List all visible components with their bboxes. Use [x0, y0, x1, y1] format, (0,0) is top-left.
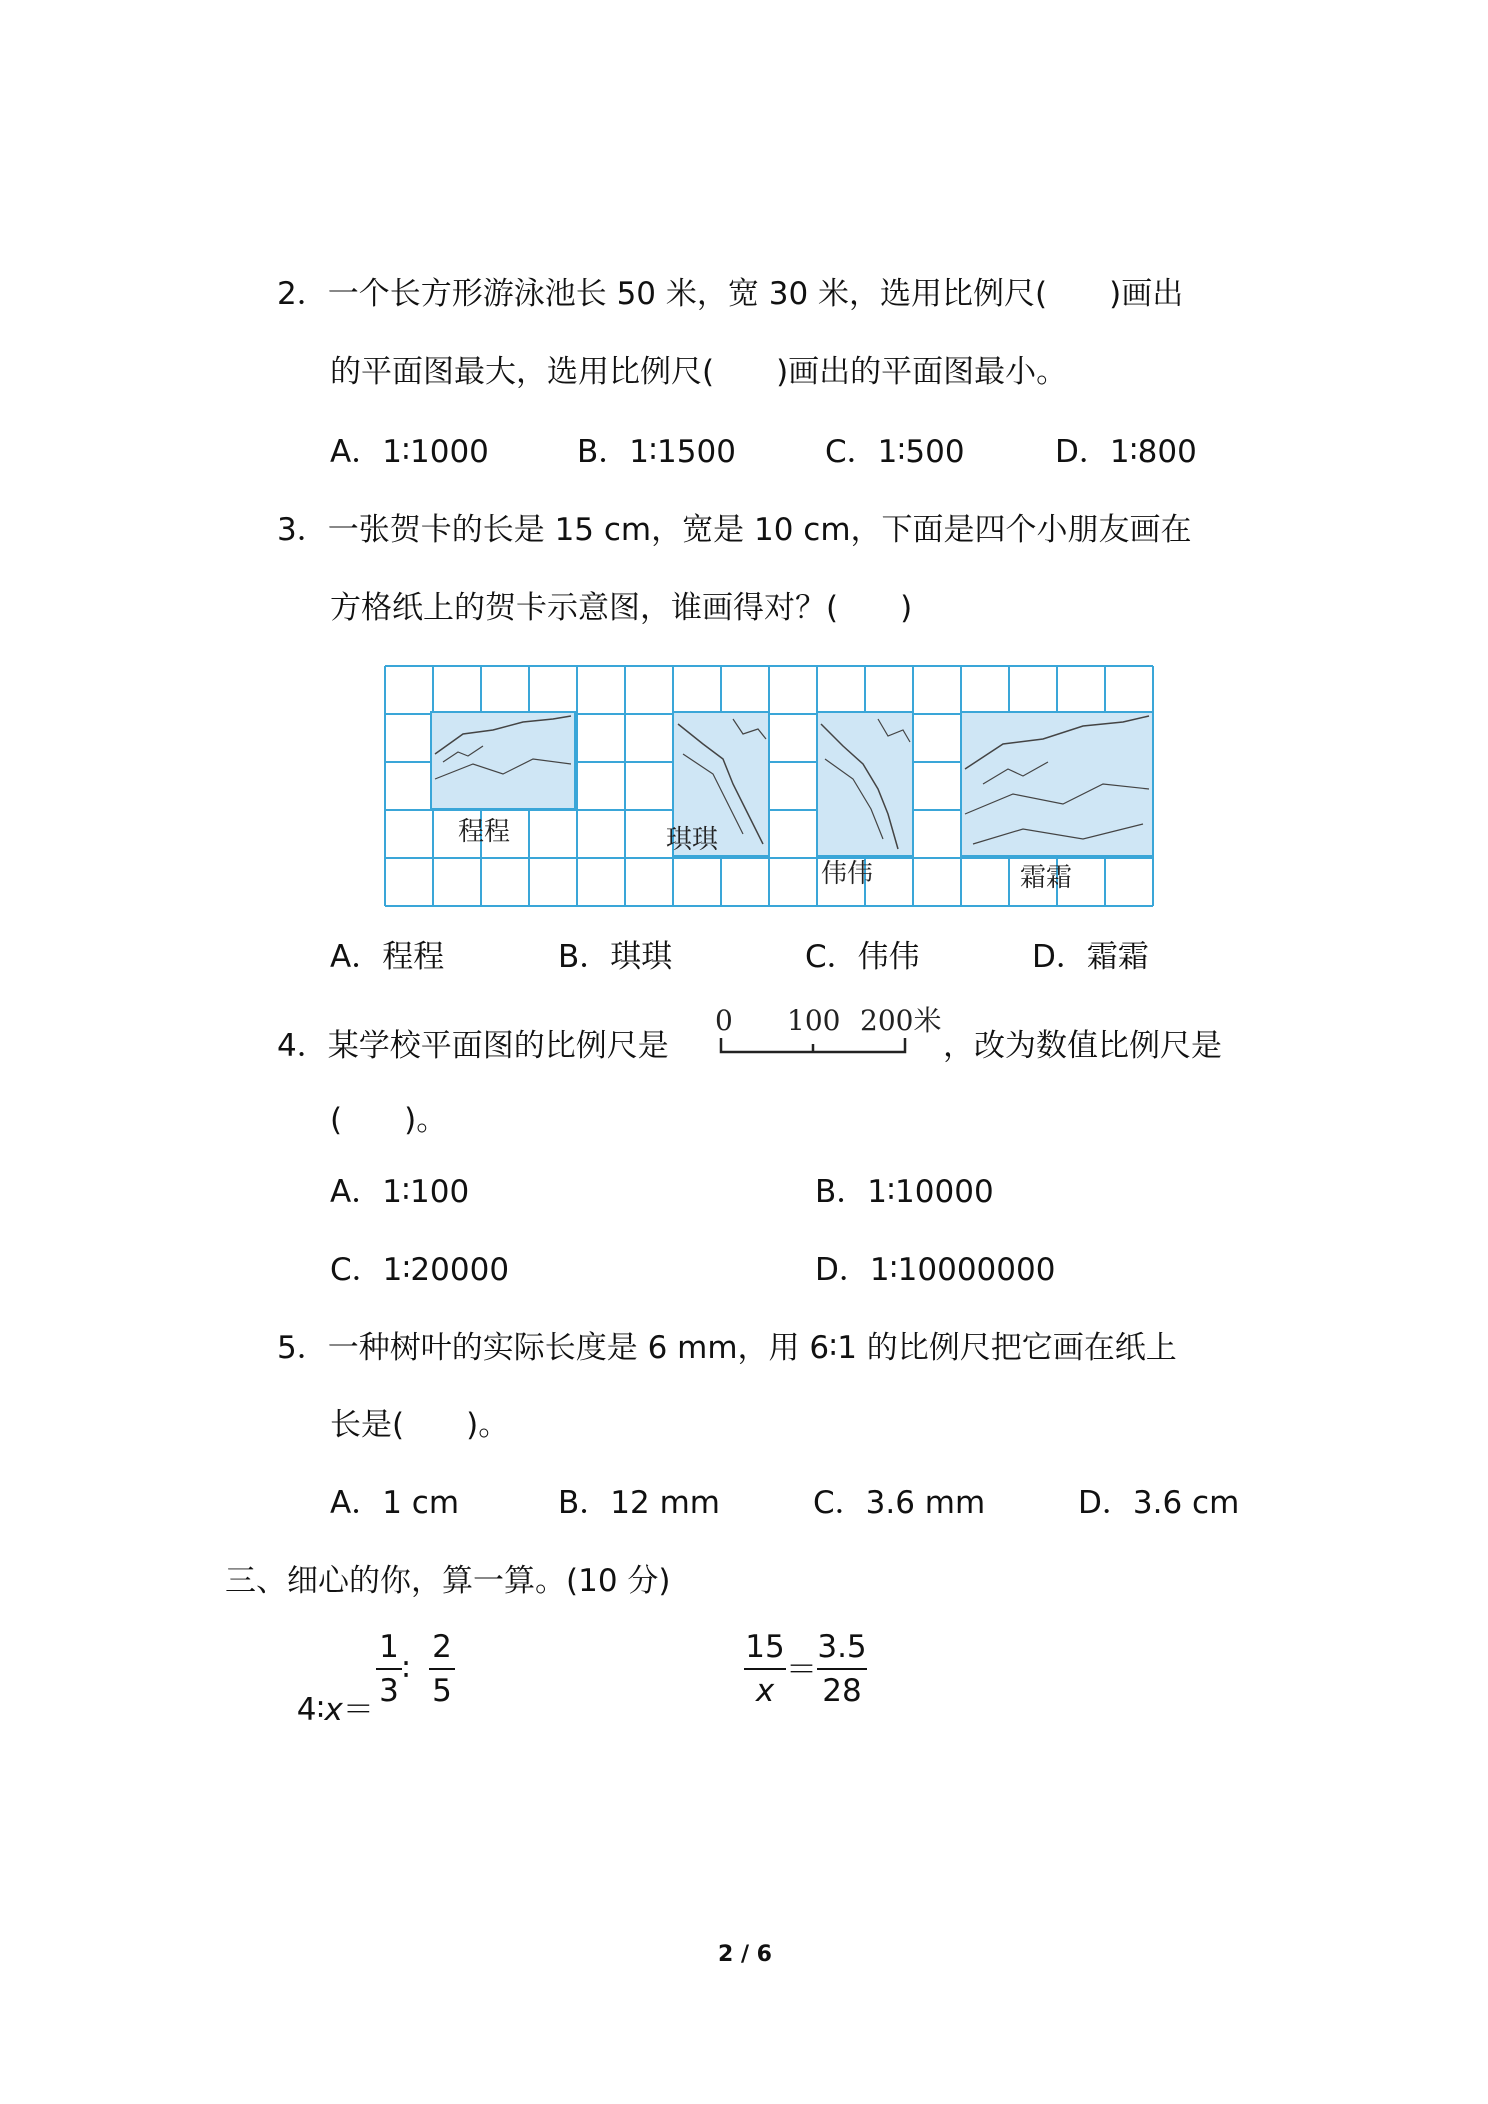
eq1-f2-denominator: 5 — [432, 1673, 452, 1709]
fraction-bar — [744, 1668, 786, 1670]
eq2-f2-denominator: 28 — [822, 1673, 862, 1709]
eq1-fraction-2 — [429, 1628, 455, 1710]
eq1-lhs — [277, 1650, 374, 1730]
card-chengcheng — [431, 712, 575, 809]
eq2-fraction-1 — [744, 1628, 786, 1710]
q4-line2: ( )。 — [330, 1102, 448, 1138]
q4-option-a: A．1∶100 — [330, 1174, 470, 1210]
eq2-f2-numerator: 3.5 — [817, 1629, 867, 1665]
q4-option-c: C．1∶20000 — [330, 1252, 510, 1288]
q2-option-d: D．1∶800 — [1055, 434, 1197, 470]
label-shuangshuang: 霜霜 — [1020, 863, 1073, 893]
q3-option-b: B．琪琪 — [558, 939, 673, 975]
fraction-bar — [817, 1668, 867, 1670]
q5-line1: 5．一种树叶的实际长度是 6 mm，用 6∶1 的比例尺把它画在纸上 — [277, 1330, 1177, 1366]
q2-option-b: B．1∶1500 — [577, 434, 736, 470]
q4-prefix: 4．某学校平面图的比例尺是 — [277, 1028, 669, 1064]
section3-title: 三、细心的你，算一算。(10 分) — [225, 1563, 671, 1599]
eq1-equals: ＝ — [342, 1692, 374, 1728]
q3-line1: 3．一张贺卡的长是 15 cm，宽是 10 cm，下面是四个小朋友画在 — [277, 512, 1192, 548]
fraction-bar — [429, 1668, 455, 1670]
label-qiqi: 琪琪 — [666, 825, 719, 855]
q5-option-a: A．1 cm — [330, 1485, 460, 1521]
eq2-fraction-2 — [817, 1628, 867, 1710]
q4-option-b: B．1∶10000 — [815, 1174, 994, 1210]
fraction-bar — [376, 1668, 402, 1670]
eq1-variable: x — [324, 1692, 343, 1728]
label-chengcheng: 程程 — [458, 817, 511, 847]
eq2-f1-numerator: 15 — [745, 1629, 785, 1665]
card-shuangshuang — [961, 712, 1153, 856]
q5-option-d: D．3.6 cm — [1078, 1485, 1240, 1521]
q2-line1: 2．一个长方形游泳池长 50 米，宽 30 米，选用比例尺( )画出 — [277, 276, 1184, 312]
q5-option-b: B．12 mm — [558, 1485, 720, 1521]
q5-line2: 长是( )。 — [330, 1407, 510, 1443]
eq1-f1-numerator: 1 — [379, 1629, 399, 1665]
line-scale-bar — [715, 1000, 955, 1060]
greeting-card-grid-figure — [383, 664, 1155, 908]
eq2-equals: ＝ — [786, 1652, 817, 1688]
scale-tick-200: 200米 — [860, 1004, 942, 1037]
q3-option-a: A．程程 — [330, 939, 445, 975]
eq2-f1-denominator: x — [755, 1673, 775, 1709]
q4-suffix: ，改为数值比例尺是 — [943, 1028, 1222, 1064]
q3-line2: 方格纸上的贺卡示意图，谁画得对？( ) — [330, 590, 913, 626]
q2-line2: 的平面图最大，选用比例尺( )画出的平面图最小。 — [330, 354, 1068, 390]
card-weiwei — [817, 712, 913, 856]
eq1-fraction-1 — [376, 1628, 402, 1710]
q2-option-c: C．1∶500 — [825, 434, 965, 470]
q4-option-d: D．1∶10000000 — [815, 1252, 1056, 1288]
eq1-ratio-prefix: 4∶ — [296, 1692, 325, 1728]
q5-option-c: C．3.6 mm — [813, 1485, 986, 1521]
label-weiwei: 伟伟 — [821, 859, 874, 889]
scale-tick-0: 0 — [715, 1004, 733, 1037]
scale-tick-100: 100 — [787, 1004, 841, 1037]
eq1-f1-denominator: 3 — [379, 1673, 399, 1709]
q3-option-d: D．霜霜 — [1032, 939, 1149, 975]
q2-option-a: A．1∶1000 — [330, 434, 489, 470]
eq1-f2-numerator: 2 — [432, 1629, 452, 1665]
page-number: 2 / 6 — [718, 1942, 772, 1967]
q3-option-c: C．伟伟 — [805, 939, 920, 975]
eq1-colon: ∶ — [402, 1652, 411, 1688]
